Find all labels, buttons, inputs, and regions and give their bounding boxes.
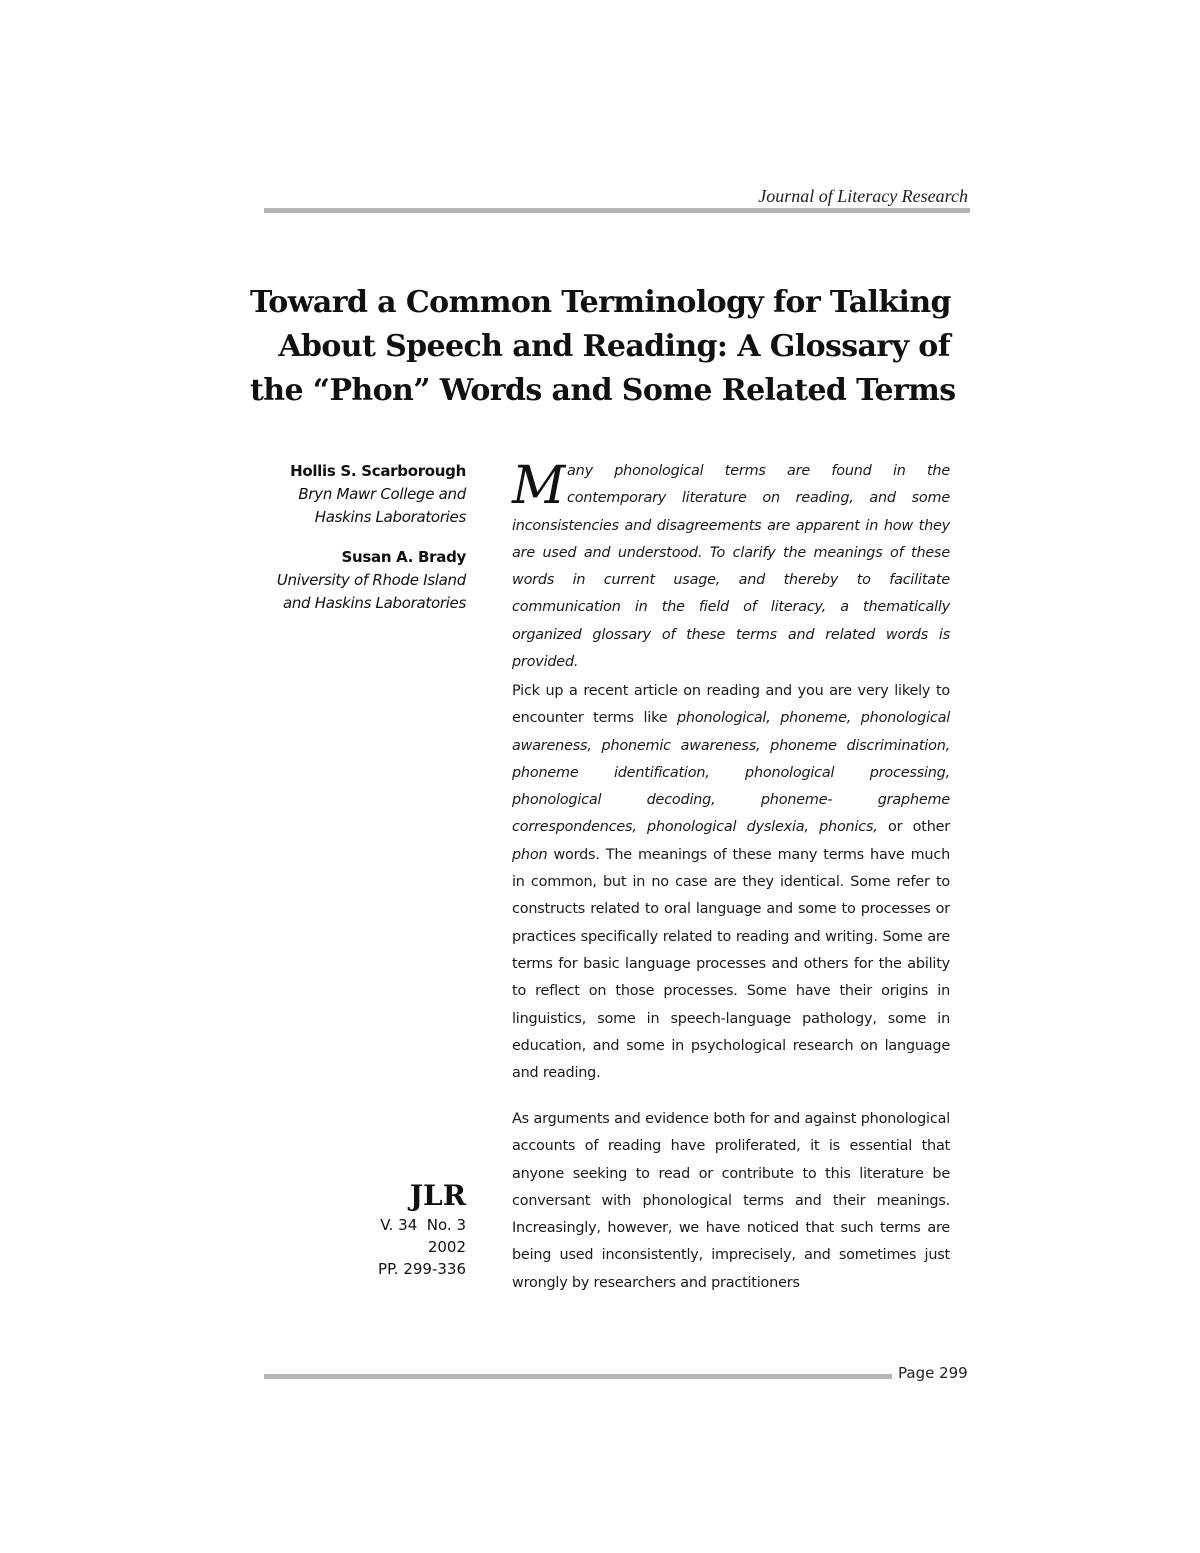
author-name: Susan A. Brady	[341, 548, 466, 566]
phon-term: phon	[512, 846, 548, 863]
title-line: the “Phon” Words and Some Related Terms	[250, 373, 956, 408]
drop-cap: M	[512, 456, 566, 516]
author-affiliation: and Haskins Laboratories	[282, 594, 466, 612]
paragraph-text: words. The meanings of these many terms have much in common, but in no case are they identical. Some refer to constructs related to oral language and some to processes or practices specifically related to reading and writing. Some are terms for basic language processes and others for the ability to reflect on those processes. Some have their origins in linguistics, some in speech-language pathology, some in education, and some in psychological research on language and reading.	[512, 846, 950, 1082]
author-affiliation: Bryn Mawr College and	[298, 485, 466, 503]
author-block	[250, 460, 466, 615]
author-affiliation: Haskins Laboratories	[314, 508, 466, 526]
phon-terms-list: phonological, phoneme, phonological awareness, phonemic awareness, phoneme discrimination, phoneme identification, phonological processing, phonological decoding, phoneme- grapheme correspondences, phonological dyslexia, phonics,	[512, 710, 950, 836]
paragraph-text: As arguments and evidence both for and against phonological accounts of reading have proliferated, it is essential that anyone seeking to read or contribute to this literature be conversant with phonological terms and their meanings. Increasingly, however, we have noticed that such terms are being used inconsistently, imprecisely, and sometimes just wrongly by researchers and practitioners	[512, 1111, 950, 1291]
volume-issue: V. 34 No. 3	[380, 1216, 466, 1234]
header-rule	[264, 208, 970, 213]
page-range: PP. 299-336	[378, 1260, 466, 1278]
abstract	[512, 458, 950, 676]
page-number: Page 299	[898, 1364, 968, 1382]
citation-block	[300, 1178, 466, 1280]
publication-year: 2002	[427, 1238, 466, 1256]
article-title	[250, 281, 956, 413]
title-line: About Speech and Reading: A Glossary of	[278, 329, 950, 364]
paragraph-text: or other	[877, 819, 950, 836]
author-name: Hollis S. Scarborough	[290, 462, 466, 480]
body-paragraph	[512, 678, 950, 1087]
footer-rule	[264, 1374, 892, 1379]
author-affiliation: University of Rhode Island	[276, 571, 466, 589]
abstract-text: any phonological terms are found in the contemporary literature on reading, and some inconsistencies and disagreements are apparent in how they are used and understood. To clarify the meanings of these words in current usage, and thereby to facilitate communication in the field of literacy, a thematically organized glossary of these terms and related words is provided.	[512, 463, 950, 671]
body-paragraph	[512, 1106, 950, 1297]
journal-name: Journal of Literacy Research	[758, 186, 968, 206]
journal-abbreviation: JLR	[409, 1179, 466, 1212]
paragraph-text: Pick up a recent article on reading and you are very likely to encounter terms like	[512, 683, 950, 727]
title-line: Toward a Common Terminology for Talking	[250, 285, 951, 320]
